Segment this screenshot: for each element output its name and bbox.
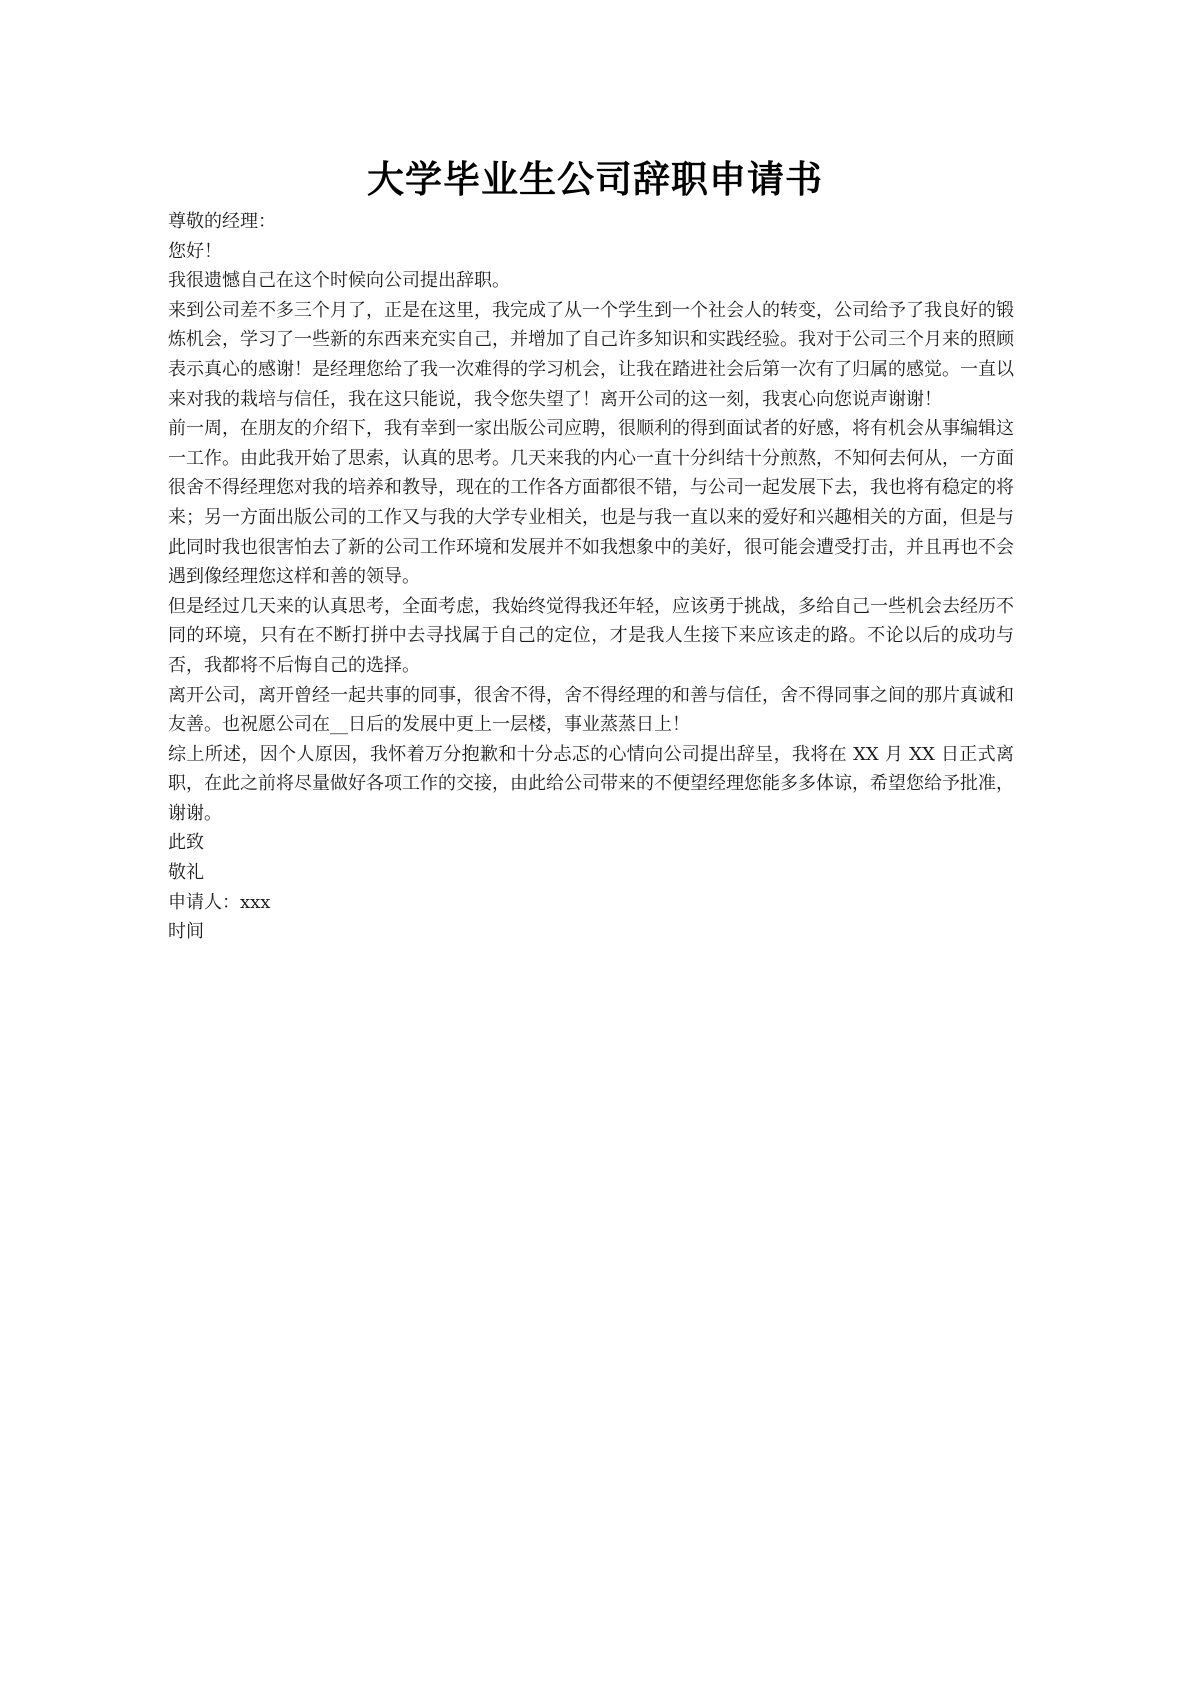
date-label: 时间 [168, 921, 204, 943]
paragraph-farewell: 离开公司，离开曾经一起共事的同事，很舍不得，舍不得经理的和善与信任，舍不得同事之间的那片真诚和友善。也祝愿公司在__日后的发展中更上一层楼，事业蒸蒸日上！ [168, 684, 1014, 736]
applicant-signature: 申请人：xxx [168, 891, 271, 913]
document-body [168, 207, 1014, 947]
document-title: 大学毕业生公司辞职申请书 [367, 158, 823, 201]
greeting: 您好！ [168, 240, 222, 262]
closing-line-1: 此致 [168, 832, 204, 854]
paragraph-summary: 综上所述，因个人原因，我怀着万分抱歉和十分忐忑的心情向公司提出辞呈，我将在 XX 月 XX 日正式离职，在此之前将尽量做好各项工作的交接，由此给公司带来的不便望经理您能多多体谅，希望您给予批准，谢谢。 [168, 743, 1014, 824]
salutation: 尊敬的经理： [168, 211, 276, 232]
paragraph-intro: 我很遗憾自己在这个时候向公司提出辞职。 [168, 270, 510, 292]
paragraph-new-opportunity: 前一周，在朋友的介绍下，我有幸到一家出版公司应聘，很顺利的得到面试者的好感，将有机会从事编辑这一工作。由此我开始了思索，认真的思考。几天来我的内心一直十分纠结十分煎熬，不知何去何从，一方面很舍不得经理您对我的培养和教导，现在的工作各方面都很不错，与公司一起发展下去，我也将有稳定的将来；另一方面出版公司的工作又与我的大学专业相关，也是与我一直以来的爱好和兴趣相关的方面，但是与此同时我也很害怕去了新的公司工作环境和发展并不如我想象中的美好，很可能会遭受打击，并且再也不会遇到像经理您这样和善的领导。 [168, 418, 1014, 588]
paragraph-gratitude: 来到公司差不多三个月了，正是在这里，我完成了从一个学生到一个社会人的转变，公司给予了我良好的锻炼机会，学习了一些新的东西来充实自己，并增加了自己许多知识和实践经验。我对于公司三个月来的照顾表示真心的感谢！是经理您给了我一次难得的学习机会，让我在踏进社会后第一次有了归属的感觉。一直以来对我的栽培与信任，我在这只能说，我令您失望了！离开公司的这一刻，我衷心向您说声谢谢！ [168, 299, 1014, 410]
paragraph-decision: 但是经过几天来的认真思考，全面考虑，我始终觉得我还年轻，应该勇于挑战，多给自己一些机会去经历不同的环境，只有在不断打拼中去寻找属于自己的定位，才是我人生接下来应该走的路。不论以后的成功与否，我都将不后悔自己的选择。 [168, 595, 1014, 676]
closing-line-2: 敬礼 [168, 862, 204, 884]
